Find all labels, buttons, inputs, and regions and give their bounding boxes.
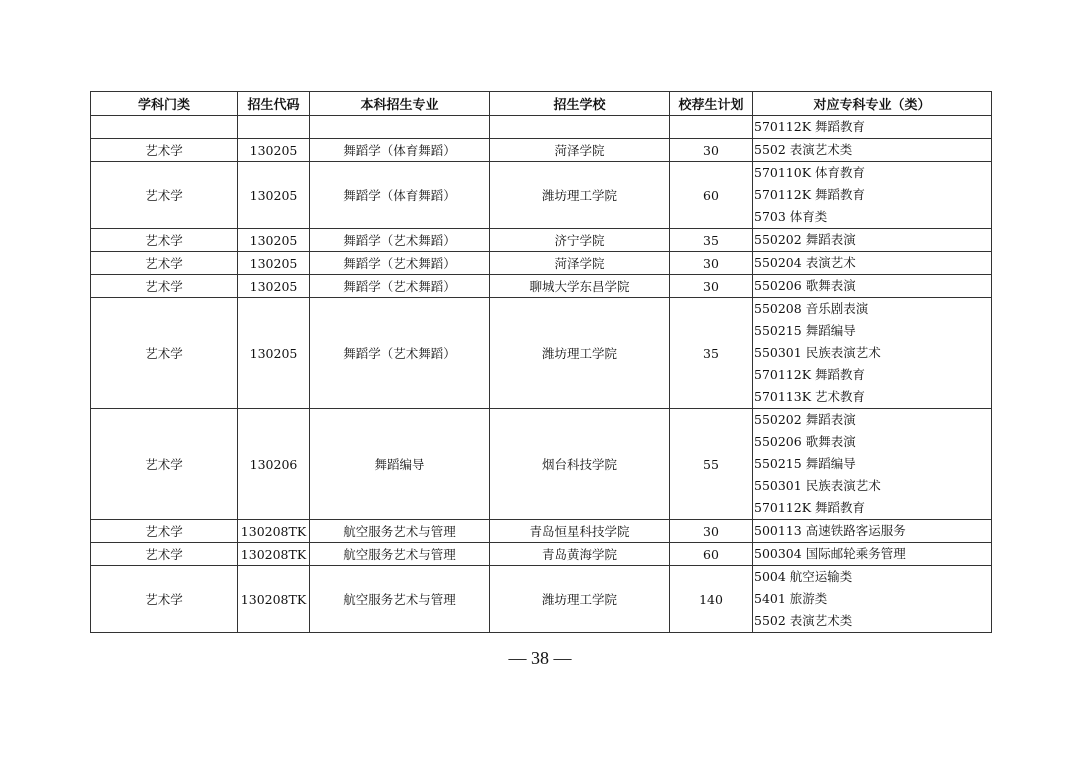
related-major-item: 550301 民族表演艺术 (754, 345, 881, 360)
major-cell: 舞蹈学（艺术舞蹈） (310, 229, 490, 252)
plan-cell: 55 (670, 409, 753, 520)
related-major-item: 550202 舞蹈表演 (754, 232, 856, 247)
code-cell: 130205 (238, 139, 310, 162)
related-major-item: 5502 表演艺术类 (754, 142, 853, 157)
school-cell: 聊城大学东昌学院 (490, 275, 670, 298)
table-row (91, 229, 992, 252)
code-cell: 130205 (238, 275, 310, 298)
related-majors-cell (753, 252, 992, 275)
related-major-item: 500113 高速铁路客运服务 (754, 523, 906, 538)
table-body (91, 116, 992, 633)
table-row (91, 162, 992, 229)
plan-cell: 35 (670, 229, 753, 252)
school-cell: 潍坊理工学院 (490, 298, 670, 409)
major-cell: 舞蹈学（艺术舞蹈） (310, 298, 490, 409)
table-row (91, 275, 992, 298)
related-major-item: 570110K 体育教育 (754, 165, 866, 180)
major-cell: 航空服务艺术与管理 (310, 566, 490, 633)
related-major-item: 570112K 舞蹈教育 (754, 187, 866, 202)
code-cell: 130206 (238, 409, 310, 520)
related-majors-cell (753, 116, 992, 139)
header-code: 招生代码 (238, 92, 310, 116)
code-cell: 130208TK (238, 520, 310, 543)
related-major-item: 570112K 舞蹈教育 (754, 500, 866, 515)
category-cell: 艺术学 (91, 229, 238, 252)
table-row (91, 520, 992, 543)
plan-cell: 140 (670, 566, 753, 633)
plan-cell: 60 (670, 543, 753, 566)
code-cell: 130205 (238, 252, 310, 275)
plan-cell (670, 116, 753, 139)
plan-cell: 30 (670, 520, 753, 543)
related-majors-cell (753, 520, 992, 543)
code-cell: 130208TK (238, 566, 310, 633)
category-cell: 艺术学 (91, 162, 238, 229)
related-major-item: 570112K 舞蹈教育 (754, 119, 866, 134)
table-row (91, 566, 992, 633)
major-cell: 舞蹈学（艺术舞蹈） (310, 275, 490, 298)
related-major-item: 570112K 舞蹈教育 (754, 367, 866, 382)
header-category: 学科门类 (91, 92, 238, 116)
major-cell: 舞蹈编导 (310, 409, 490, 520)
related-major-item: 500304 国际邮轮乘务管理 (754, 546, 906, 561)
category-cell: 艺术学 (91, 520, 238, 543)
related-major-item: 550215 舞蹈编导 (754, 456, 856, 471)
plan-cell: 30 (670, 139, 753, 162)
enrollment-table (90, 91, 992, 633)
related-major-item: 5703 体育类 (754, 209, 828, 224)
category-cell: 艺术学 (91, 298, 238, 409)
related-major-item: 550215 舞蹈编导 (754, 323, 856, 338)
table-row (91, 298, 992, 409)
related-major-item: 550206 歌舞表演 (754, 434, 856, 449)
school-cell: 烟台科技学院 (490, 409, 670, 520)
enrollment-table-container (90, 91, 991, 633)
related-major-item: 550208 音乐剧表演 (754, 301, 869, 316)
plan-cell: 35 (670, 298, 753, 409)
related-majors-cell (753, 275, 992, 298)
table-row (91, 252, 992, 275)
major-cell: 舞蹈学（体育舞蹈） (310, 139, 490, 162)
related-majors-cell (753, 229, 992, 252)
school-cell: 济宁学院 (490, 229, 670, 252)
header-major: 本科招生专业 (310, 92, 490, 116)
related-major-item: 5401 旅游类 (754, 591, 828, 606)
table-row (91, 116, 992, 139)
code-cell: 130205 (238, 162, 310, 229)
page-number: — 38 — (508, 648, 572, 668)
code-cell (238, 116, 310, 139)
school-cell: 潍坊理工学院 (490, 162, 670, 229)
related-majors-cell (753, 139, 992, 162)
related-majors-cell (753, 543, 992, 566)
major-cell: 航空服务艺术与管理 (310, 520, 490, 543)
plan-cell: 30 (670, 275, 753, 298)
header-plan: 校荐生计划 (670, 92, 753, 116)
school-cell: 菏泽学院 (490, 139, 670, 162)
related-majors-cell (753, 566, 992, 633)
major-cell: 舞蹈学（艺术舞蹈） (310, 252, 490, 275)
plan-cell: 60 (670, 162, 753, 229)
major-cell: 舞蹈学（体育舞蹈） (310, 162, 490, 229)
category-cell (91, 116, 238, 139)
related-majors-cell (753, 298, 992, 409)
school-cell: 青岛黄海学院 (490, 543, 670, 566)
plan-cell: 30 (670, 252, 753, 275)
related-major-item: 550301 民族表演艺术 (754, 478, 881, 493)
table-row (91, 543, 992, 566)
table-row (91, 139, 992, 162)
related-major-item: 5004 航空运输类 (754, 569, 853, 584)
code-cell: 130205 (238, 298, 310, 409)
category-cell: 艺术学 (91, 566, 238, 633)
related-majors-cell (753, 162, 992, 229)
header-related-majors: 对应专科专业（类） (753, 92, 992, 116)
related-majors-cell (753, 409, 992, 520)
related-major-item: 550204 表演艺术 (754, 255, 856, 270)
table-header-row (91, 92, 992, 116)
category-cell: 艺术学 (91, 252, 238, 275)
major-cell: 航空服务艺术与管理 (310, 543, 490, 566)
related-major-item: 550202 舞蹈表演 (754, 412, 856, 427)
category-cell: 艺术学 (91, 409, 238, 520)
school-cell: 潍坊理工学院 (490, 566, 670, 633)
related-major-item: 570113K 艺术教育 (754, 389, 866, 404)
category-cell: 艺术学 (91, 275, 238, 298)
school-cell: 菏泽学院 (490, 252, 670, 275)
related-major-item: 550206 歌舞表演 (754, 278, 856, 293)
school-cell: 青岛恒星科技学院 (490, 520, 670, 543)
school-cell (490, 116, 670, 139)
category-cell: 艺术学 (91, 139, 238, 162)
header-school: 招生学校 (490, 92, 670, 116)
table-row (91, 409, 992, 520)
code-cell: 130205 (238, 229, 310, 252)
major-cell (310, 116, 490, 139)
category-cell: 艺术学 (91, 543, 238, 566)
related-major-item: 5502 表演艺术类 (754, 613, 853, 628)
code-cell: 130208TK (238, 543, 310, 566)
